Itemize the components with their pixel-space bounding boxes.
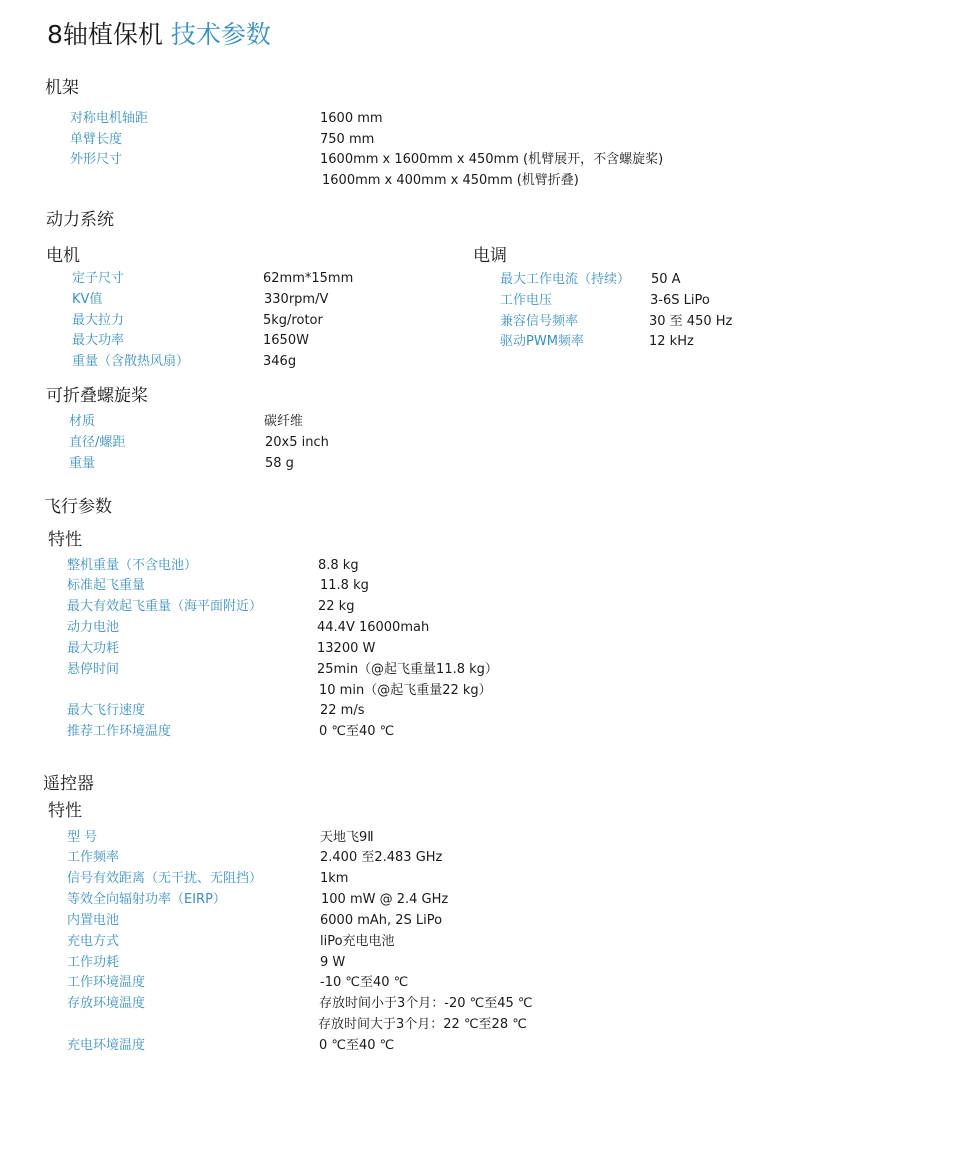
page-title-accent: 技术参数 [170, 20, 271, 49]
spec-value: 12 kHz [649, 334, 694, 349]
page-title-main: 8轴植保机 [47, 20, 163, 49]
spec-value: 天地飞9Ⅱ [320, 830, 374, 845]
subsection-heading-flight-features: 特性 [48, 530, 82, 550]
spec-value: 8.8 kg [318, 558, 359, 573]
spec-value: 1km [320, 871, 349, 886]
spec-label: 单臂长度 [70, 132, 123, 147]
spec-label: 材质 [69, 414, 96, 429]
spec-label: 充电环境温度 [67, 1038, 146, 1053]
subsection-heading-esc: 电调 [473, 246, 507, 266]
spec-value: 11.8 kg [320, 578, 369, 593]
spec-value: 0 ℃至40 ℃ [319, 1038, 395, 1053]
spec-label: 整机重量（不含电池） [67, 558, 198, 573]
spec-value: 2.400 至2.483 GHz [320, 850, 443, 865]
spec-value: 9 W [320, 955, 346, 970]
section-heading-remote: 遥控器 [43, 774, 94, 794]
spec-label: 重量（含散热风扇） [72, 354, 190, 369]
spec-value: 0 ℃至40 ℃ [319, 724, 395, 739]
spec-value: 346g [263, 354, 297, 369]
spec-label: 悬停时间 [67, 662, 120, 677]
spec-value: 62mm*15mm [263, 271, 354, 286]
spec-value: 碳纤维 [264, 414, 304, 429]
spec-label: 最大有效起飞重量（海平面附近） [67, 599, 263, 614]
spec-value: 3-6S LiPo [650, 293, 710, 308]
spec-value: 1600 mm [320, 111, 383, 126]
spec-label: 对称电机轴距 [70, 111, 149, 126]
spec-label: 等效全向辐射功率（EIRP） [67, 892, 226, 907]
section-heading-flight: 飞行参数 [44, 497, 112, 517]
spec-value: 22 m/s [320, 703, 365, 718]
section-heading-power: 动力系统 [46, 210, 114, 230]
spec-label: 最大飞行速度 [67, 703, 146, 718]
spec-value: liPo充电电池 [320, 934, 395, 949]
spec-value: 750 mm [320, 132, 375, 147]
spec-value: 100 mW @ 2.4 GHz [321, 892, 449, 907]
spec-value: 330rpm/V [264, 292, 329, 307]
spec-label: KV值 [72, 292, 103, 307]
spec-label: 信号有效距离（无干扰、无阻挡） [67, 871, 263, 886]
spec-label: 兼容信号频率 [500, 314, 579, 329]
spec-value: 22 kg [318, 599, 355, 614]
spec-label: 工作功耗 [67, 955, 120, 970]
page-title [47, 20, 271, 50]
spec-value: 6000 mAh, 2S LiPo [320, 913, 443, 928]
spec-label: 最大功耗 [67, 641, 120, 656]
spec-label: 最大工作电流（持续） [500, 272, 631, 287]
spec-label: 充电方式 [67, 934, 120, 949]
spec-value: 存放时间小于3个月：-20 ℃至45 ℃ [319, 996, 533, 1011]
spec-value: 1600mm x 400mm x 450mm (机臂折叠) [322, 173, 579, 188]
spec-value: 13200 W [317, 641, 376, 656]
spec-label: 工作环境温度 [67, 975, 146, 990]
spec-label: 型 号 [67, 830, 98, 845]
spec-label: 工作电压 [500, 293, 553, 308]
spec-value: 25min（@起飞重量11.8 kg） [317, 662, 498, 677]
spec-label: 定子尺寸 [72, 271, 125, 286]
spec-value: 50 A [651, 272, 681, 287]
spec-value: 20x5 inch [265, 435, 329, 450]
spec-value: 58 g [265, 456, 294, 471]
subsection-heading-motor: 电机 [46, 246, 80, 266]
spec-label: 最大拉力 [72, 313, 125, 328]
spec-label: 内置电池 [67, 913, 120, 928]
spec-label: 推荐工作环境温度 [67, 724, 172, 739]
spec-label: 最大功率 [72, 333, 125, 348]
section-heading-frame: 机架 [45, 78, 79, 98]
spec-value: 5kg/rotor [263, 313, 323, 328]
spec-label: 工作频率 [67, 850, 120, 865]
spec-label: 动力电池 [67, 620, 120, 635]
spec-label: 外形尺寸 [70, 152, 123, 167]
spec-value: -10 ℃至40 ℃ [320, 975, 409, 990]
spec-value: 30 至 450 Hz [649, 314, 733, 329]
spec-label: 存放环境温度 [67, 996, 146, 1011]
spec-label: 驱动PWM频率 [500, 334, 584, 349]
spec-value: 1600mm x 1600mm x 450mm (机臂展开，不含螺旋桨) [320, 152, 664, 167]
spec-value: 44.4V 16000mah [317, 620, 430, 635]
subsection-heading-propeller: 可折叠螺旋桨 [46, 386, 148, 406]
subsection-heading-remote-features: 特性 [48, 801, 82, 821]
spec-value: 存放时间大于3个月：22 ℃至28 ℃ [318, 1017, 527, 1032]
spec-value: 1650W [263, 333, 309, 348]
spec-label: 直径/螺距 [69, 435, 126, 450]
spec-label: 标准起飞重量 [67, 578, 146, 593]
spec-value: 10 min（@起飞重量22 kg） [319, 683, 492, 698]
spec-label: 重量 [69, 456, 96, 471]
